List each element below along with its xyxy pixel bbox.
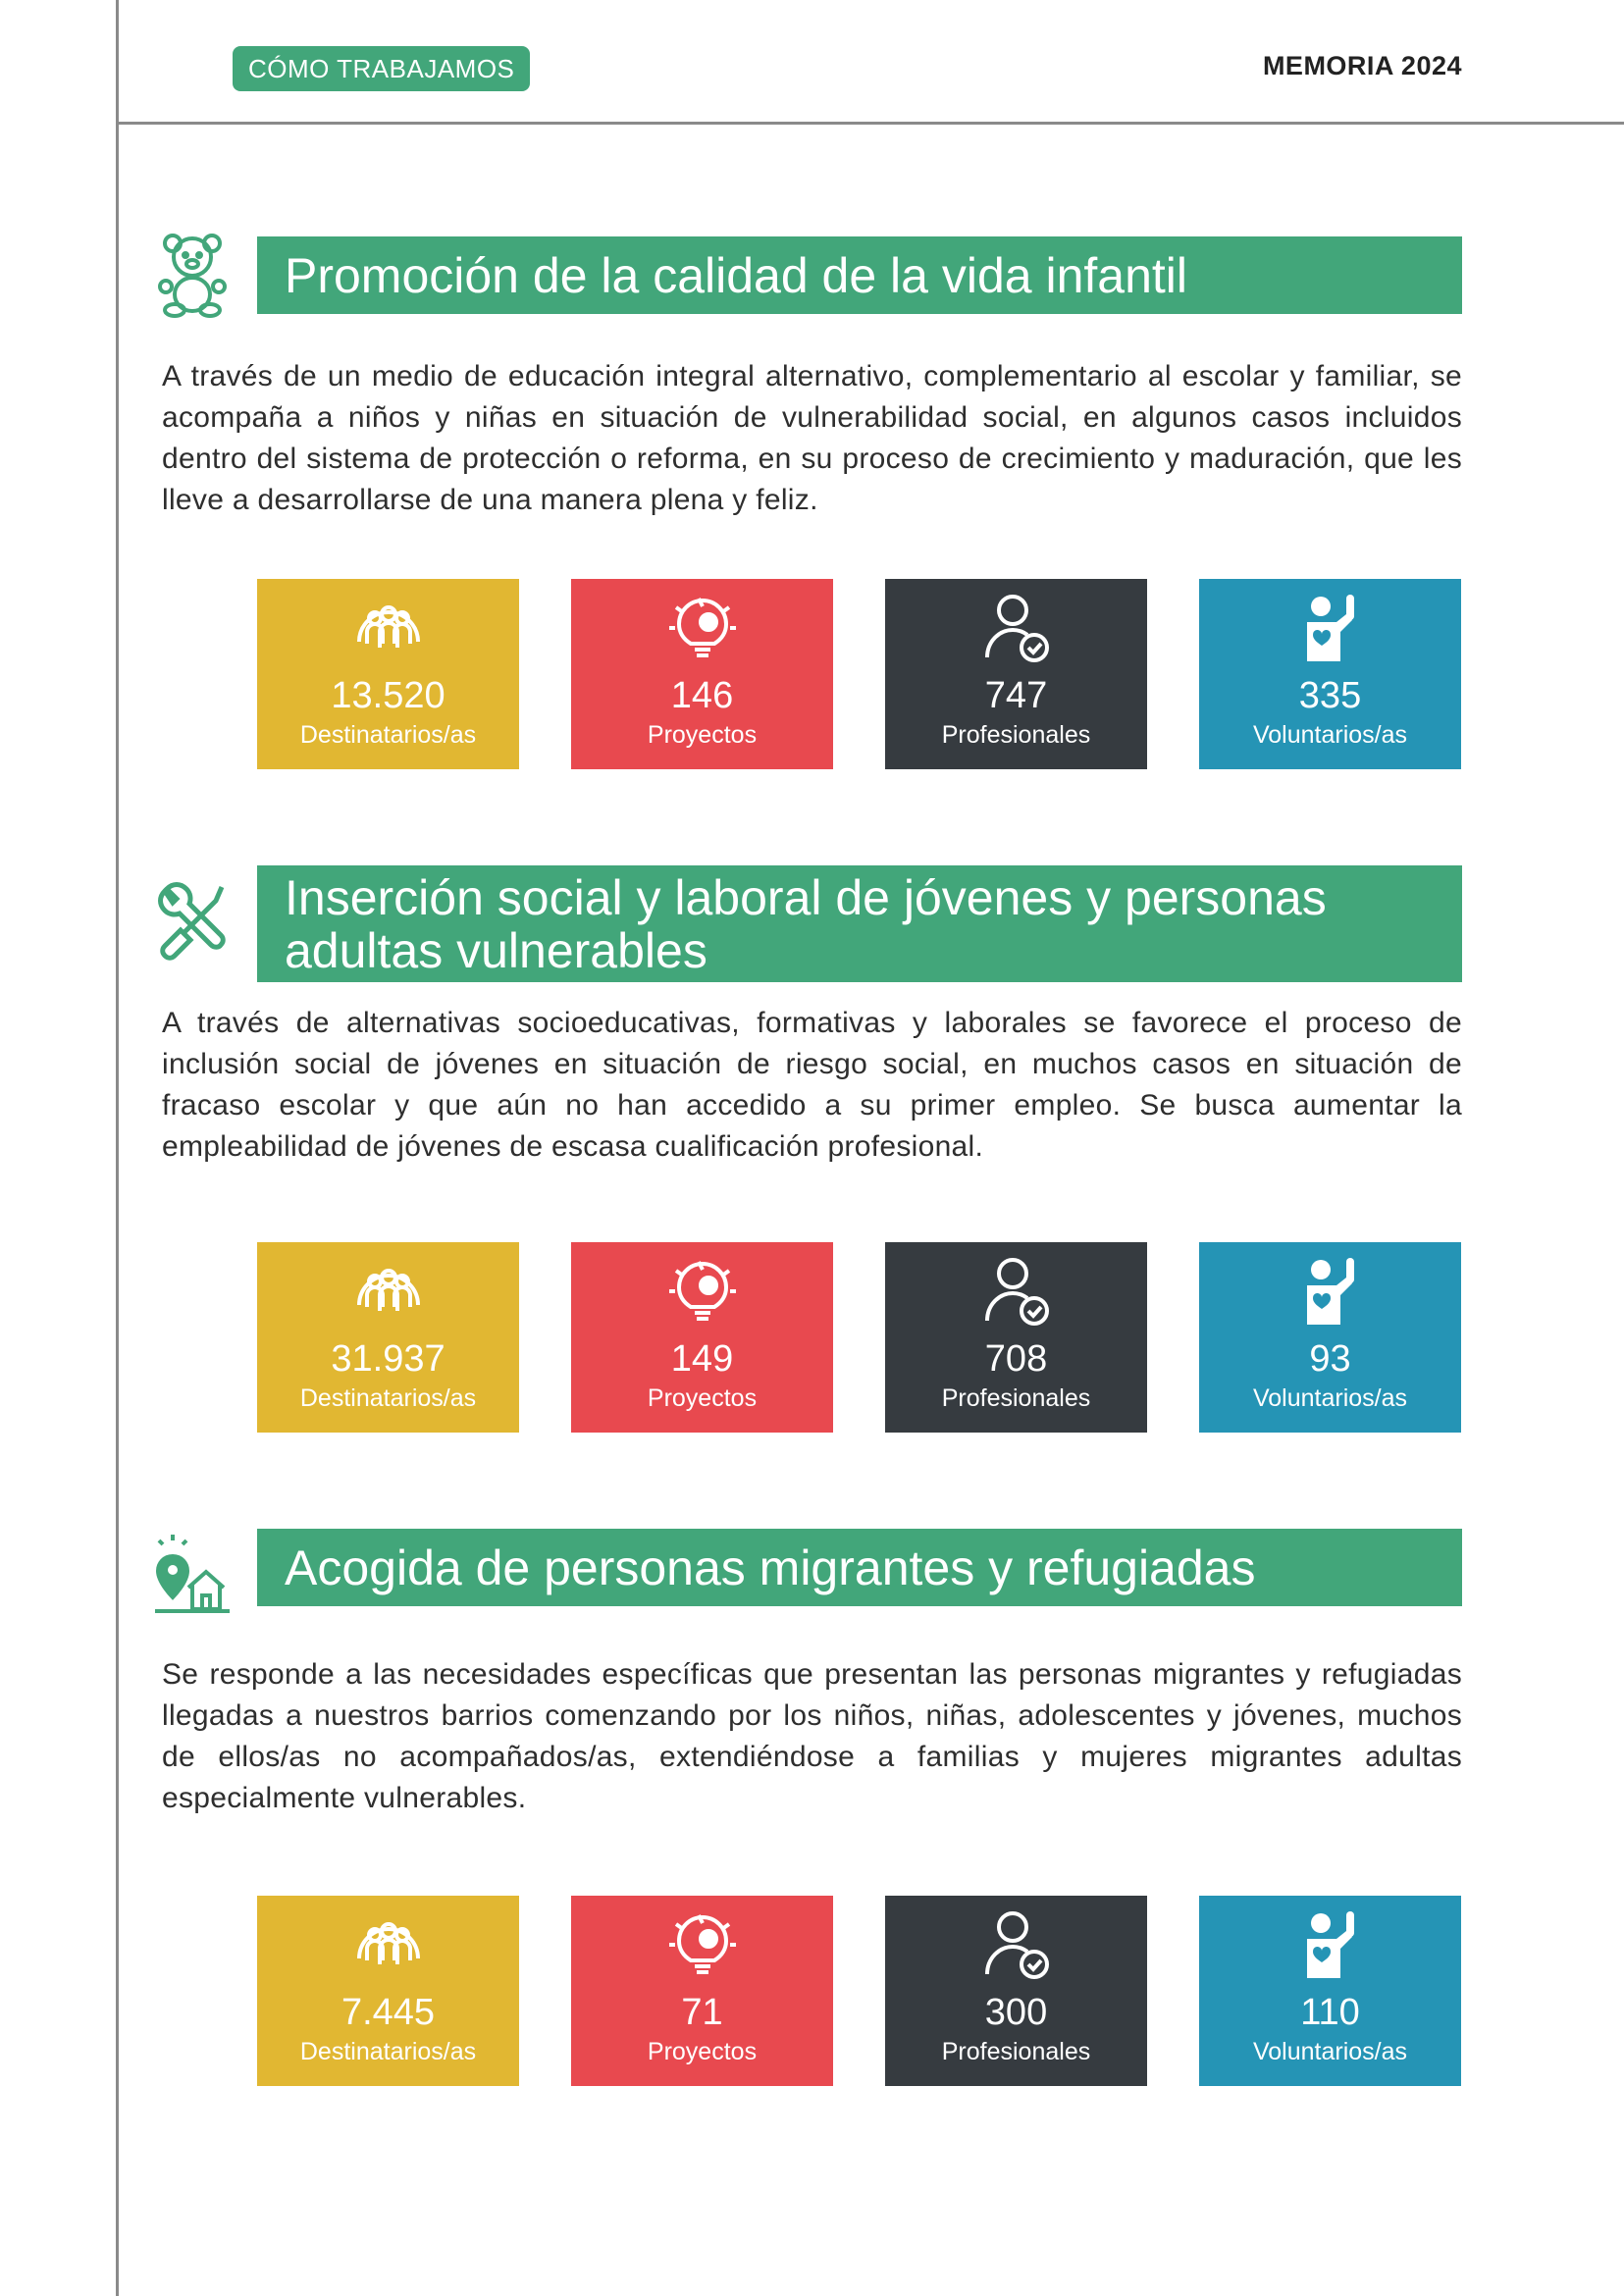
stat-profesionales [885, 579, 1147, 769]
stat-value: 708 [984, 1338, 1048, 1380]
stat-value: 71 [681, 1992, 723, 2033]
section-description: Se responde a las necesidades específicas que presentan las personas migrantes y refugiadas llegadas a nuestros barrios comenzando por los niños, niñas, adolescentes y jóvenes, muchos de ellos/as no acompañados/as, extendiéndose a familias y mujeres migrantes adultas especialmente vulnerables. [162, 1658, 1462, 1814]
stat-label: Proyectos [647, 1384, 758, 1412]
stat-value: 335 [1298, 675, 1362, 716]
stat-label: Destinatarios/as [299, 721, 477, 749]
section-title: Promoción de la calidad de la vida infantil [257, 236, 1462, 314]
stat-label: Destinatarios/as [299, 1384, 477, 1412]
stat-value: 110 [1300, 1992, 1360, 2033]
lightbulb-gear-icon [667, 593, 738, 663]
section-tag: CÓMO TRABAJAMOS [233, 46, 530, 91]
report-title: MEMORIA 2024 [1262, 51, 1462, 80]
stat-destinatarios [257, 579, 519, 769]
stat-label: Profesionales [941, 2038, 1091, 2065]
stat-destinatarios [257, 1242, 519, 1433]
stat-value: 300 [984, 1992, 1048, 2033]
header-divider [116, 122, 1624, 125]
stat-value: 13.520 [331, 675, 445, 716]
stat-label: Voluntarios/as [1252, 721, 1408, 749]
stat-label: Proyectos [647, 721, 758, 749]
volunteer-hand-icon [1295, 1909, 1366, 1980]
stats-row [257, 579, 1462, 769]
stat-profesionales [885, 1896, 1147, 2086]
stat-value: 149 [670, 1338, 734, 1380]
left-margin-line [116, 0, 119, 2296]
people-group-icon [353, 1909, 424, 1980]
stat-proyectos [571, 1242, 833, 1433]
user-check-icon [981, 1909, 1052, 1980]
stat-proyectos [571, 1896, 833, 2086]
section-title: Inserción social y laboral de jóvenes y personas adultas vulnerables [257, 865, 1462, 982]
volunteer-hand-icon [1295, 593, 1366, 663]
stat-label: Profesionales [941, 721, 1091, 749]
lightbulb-gear-icon [667, 1909, 738, 1980]
lightbulb-gear-icon [667, 1256, 738, 1327]
stat-voluntarios [1199, 579, 1461, 769]
stat-label: Voluntarios/as [1252, 1384, 1408, 1412]
stat-voluntarios [1199, 1896, 1461, 2086]
user-check-icon [981, 1256, 1052, 1327]
section-description: A través de un medio de educación integral alternativo, complementario al escolar y familiar, se acompaña a niños y niñas en situación de vulnerabilidad social, en algunos casos incluidos dentro del sistema de protección o reforma, en su proceso de crecimiento y maduración, que les lleve a desarrollarse de una manera plena y feliz. [162, 360, 1462, 516]
stat-voluntarios [1199, 1242, 1461, 1433]
stat-value: 747 [984, 675, 1048, 716]
stat-proyectos [571, 579, 833, 769]
stats-row [257, 1242, 1462, 1433]
volunteer-hand-icon [1295, 1256, 1366, 1327]
stats-row [257, 1896, 1462, 2086]
stat-value: 146 [670, 675, 734, 716]
teddy-bear-icon [153, 230, 232, 318]
people-group-icon [353, 1256, 424, 1327]
stat-profesionales [885, 1242, 1147, 1433]
stat-label: Proyectos [647, 2038, 758, 2065]
stat-value: 93 [1309, 1338, 1351, 1380]
stat-value: 7.445 [341, 1992, 436, 2033]
stat-destinatarios [257, 1896, 519, 2086]
stat-value: 31.937 [331, 1338, 445, 1380]
stat-label: Voluntarios/as [1252, 2038, 1408, 2065]
people-group-icon [353, 593, 424, 663]
stat-label: Destinatarios/as [299, 2038, 477, 2065]
tools-icon [153, 879, 232, 967]
section-description: A través de alternativas socioeducativas, formativas y laborales se favorece el proceso de inclusión social de jóvenes en situación de riesgo social, en muchos casos en situación de fracaso escolar y que aún no han accedido a su primer empleo. Se busca aumentar la empleabilidad de jóvenes de escasa cualificación profesional. [162, 1007, 1462, 1163]
stat-label: Profesionales [941, 1384, 1091, 1412]
section-title: Acogida de personas migrantes y refugiadas [257, 1529, 1462, 1606]
location-home-icon [153, 1527, 232, 1615]
user-check-icon [981, 593, 1052, 663]
